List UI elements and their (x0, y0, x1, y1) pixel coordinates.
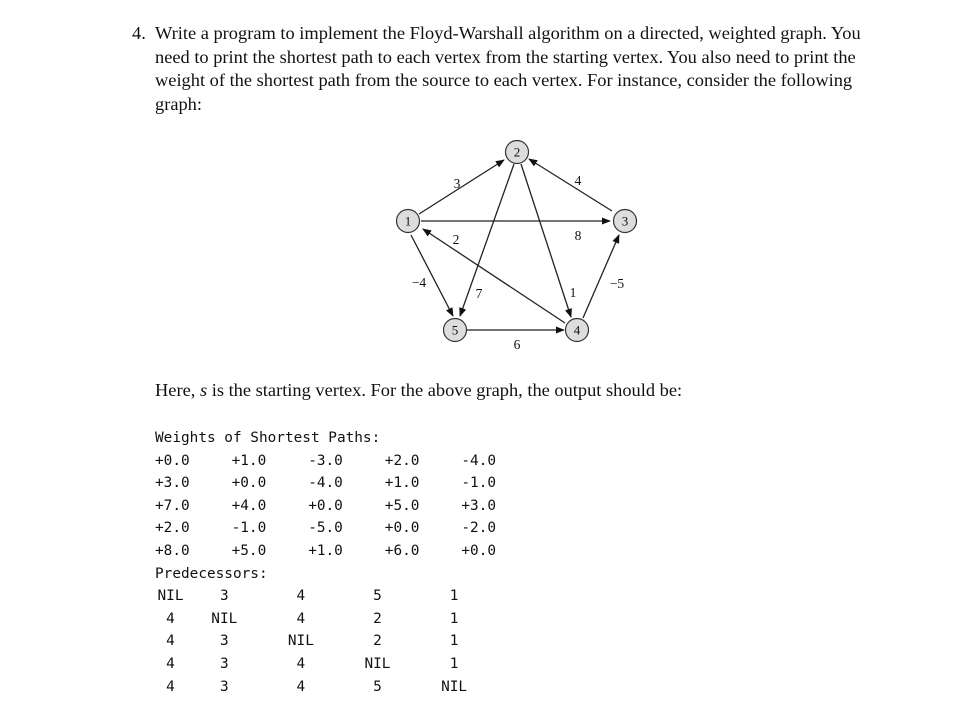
output-intro-prefix: Here, (155, 380, 200, 400)
weight-cell: -3.0 (308, 452, 343, 469)
edge-2-5 (460, 164, 514, 316)
weight-cell: +5.0 (231, 542, 267, 559)
weight-cell: +5.0 (384, 497, 420, 514)
predecessors-heading: Predecessors: (155, 565, 268, 582)
problem-number: 4. (132, 23, 146, 43)
predecessors-row (155, 608, 538, 631)
node-2-label: 2 (513, 144, 521, 160)
weight-cell: +1.0 (384, 475, 420, 492)
predecessor-cell: 4 (166, 678, 175, 695)
predecessor-cell: 4 (166, 655, 175, 672)
edge-2-5-weight: 2 (452, 232, 460, 247)
edge-4-3-weight: −5 (609, 276, 625, 291)
weight-cell: +2.0 (384, 452, 420, 469)
problem-statement (132, 22, 892, 116)
predecessors-matrix (155, 585, 538, 698)
predecessor-cell: 2 (373, 610, 382, 627)
predecessor-cell: 3 (219, 588, 229, 605)
problem-text: Write a program to implement the Floyd-Warshall algorithm on a directed, weighted graph. You need to print the shortest path to each vertex from the starting vertex. You also need to print the weight of the shortest path from the source to each vertex. For instance, consider the following graph: (155, 23, 861, 114)
weight-cell: +4.0 (231, 497, 267, 514)
predecessor-cell: 4 (166, 633, 175, 650)
predecessor-cell: 4 (296, 655, 306, 672)
predecessor-cell: 5 (373, 588, 382, 605)
weights-row (155, 517, 538, 540)
weight-cell: +3.0 (155, 475, 190, 492)
weight-cell: +0.0 (384, 520, 420, 537)
edge-3-2-weight: 4 (574, 173, 582, 188)
weight-cell: +0.0 (308, 497, 343, 514)
weight-cell: +6.0 (384, 542, 420, 559)
weight-cell: +2.0 (155, 520, 190, 537)
predecessor-cell: NIL (287, 633, 314, 650)
weight-cell: +0.0 (155, 452, 190, 469)
weight-cell: -5.0 (308, 520, 343, 537)
predecessor-cell: 1 (449, 655, 459, 672)
weights-row (155, 450, 538, 473)
edge-5-4-weight: 6 (513, 337, 521, 352)
predecessor-cell: 4 (296, 588, 306, 605)
weight-cell: +0.0 (461, 542, 497, 559)
edge-4-1 (423, 229, 565, 323)
node-4-label: 4 (573, 322, 581, 338)
predecessor-cell: 4 (296, 610, 306, 627)
edge-2-4 (521, 164, 571, 317)
weight-cell: -2.0 (461, 520, 497, 537)
predecessor-cell: NIL (364, 655, 391, 672)
weight-cell: -4.0 (461, 452, 497, 469)
output-intro (155, 380, 682, 401)
predecessor-cell: 1 (449, 588, 459, 605)
edge-1-5-weight: −4 (411, 275, 427, 290)
edge-1-2 (419, 160, 504, 214)
weight-cell: -1.0 (461, 475, 497, 492)
predecessor-cell: 4 (296, 678, 306, 695)
weight-cell: +1.0 (231, 452, 267, 469)
expected-output (155, 427, 538, 698)
weight-cell: -1.0 (231, 520, 267, 537)
predecessor-cell: 3 (219, 678, 229, 695)
weights-row (155, 540, 538, 563)
predecessor-cell: 1 (449, 610, 459, 627)
edge-4-1-weight: 1 (569, 285, 577, 300)
predecessor-cell: 1 (449, 633, 459, 650)
node-3-label: 3 (621, 213, 629, 229)
predecessors-row (155, 653, 538, 676)
weight-cell: +8.0 (155, 542, 190, 559)
edge-3-2 (529, 159, 612, 211)
predecessor-cell: 3 (219, 633, 229, 650)
predecessor-cell: NIL (157, 588, 184, 605)
predecessor-cell: 2 (373, 633, 382, 650)
predecessor-cell: NIL (441, 678, 468, 695)
weights-row (155, 495, 538, 518)
predecessors-row (155, 630, 538, 653)
predecessor-cell: NIL (211, 610, 238, 627)
weights-heading: Weights of Shortest Paths: (155, 430, 381, 446)
edge-1-2-weight: 3 (453, 176, 461, 191)
predecessors-row (155, 676, 538, 699)
weight-cell: -4.0 (308, 475, 343, 492)
start-vertex-symbol: s (199, 380, 208, 400)
weight-cell: +0.0 (231, 475, 267, 492)
output-intro-suffix: is the starting vertex. For the above graph, the output should be: (207, 380, 683, 400)
predecessor-cell: 3 (219, 655, 229, 672)
edge-1-3-weight: 8 (574, 228, 582, 243)
weights-row (155, 472, 538, 495)
weight-cell: +3.0 (461, 497, 497, 514)
graph-diagram (382, 138, 652, 360)
weight-cell: +1.0 (308, 542, 343, 559)
node-1-label: 1 (404, 213, 412, 229)
predecessor-cell: 4 (166, 610, 175, 627)
edge-2-4-weight: 7 (475, 286, 483, 301)
node-5-label: 5 (451, 322, 459, 338)
weights-matrix (155, 450, 538, 563)
predecessors-row (155, 585, 538, 608)
predecessor-cell: 5 (373, 678, 382, 695)
weight-cell: +7.0 (155, 497, 190, 514)
